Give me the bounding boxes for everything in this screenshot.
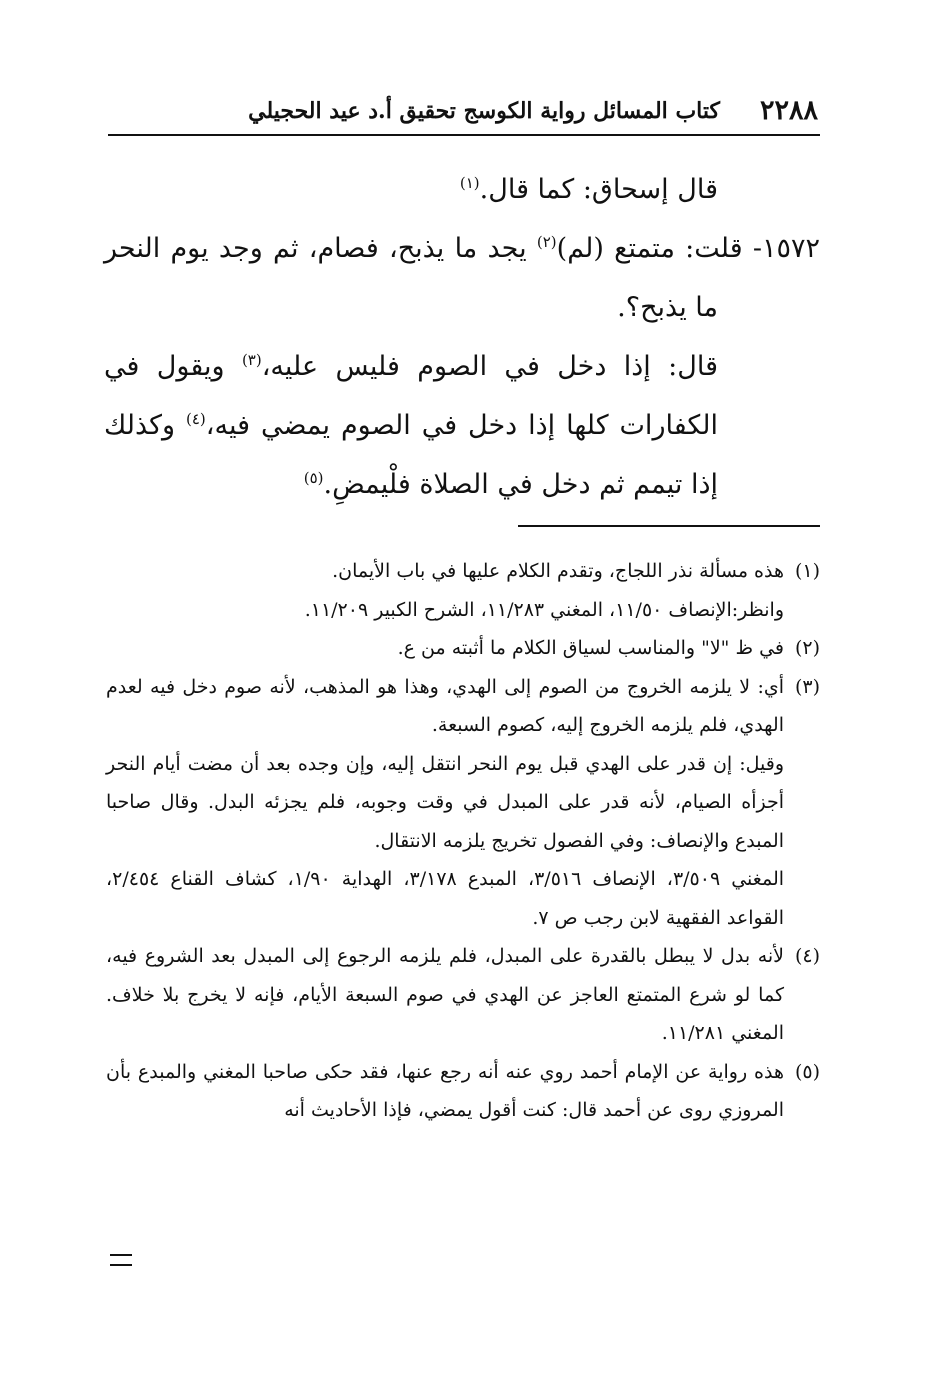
footnote-marker: (٣) xyxy=(794,675,820,698)
footnote-marker: (٤) xyxy=(794,945,820,967)
footnote-3-references: المغني ٣/٥٠٩، الإنصاف ٣/٥١٦، المبدع ٣/١٧٨، الهداية ١/٩٠، كشاف القناع ٢/٤٥٤، القواعد الفقهية لابن رجب ص ٧. xyxy=(106,868,785,929)
footnote-text: أي: لا يلزمه الخروج من الصوم إلى الهدي، وهذا هو المذهب، لأنه صوم دخل فيه لعدم الهدي، فلم يلزمه الخروج إليه، كصوم السبعة. xyxy=(106,675,784,736)
paragraph-ishaq xyxy=(104,160,820,219)
answer-text-part2: ويقول في الكفارات كلها إذا دخل في الصوم يمضي فيه، xyxy=(104,351,718,441)
footnote-text: هذه مسألة نذر اللجاج، وتقدم الكلام عليها في باب الأيمان. xyxy=(332,560,784,582)
footnotes xyxy=(106,552,820,1130)
footnote-text: في ظ "لا" والمناسب لسياق الكلام ما أثبته من ع. xyxy=(397,637,784,659)
footnote-ref-5: (٥) xyxy=(303,469,324,487)
page-header xyxy=(108,84,820,136)
footnote-marker: (٥) xyxy=(794,1060,820,1083)
answer-text-part3: وكذلك إذا تيمم ثم دخل في الصلاة فلْيمضِ. xyxy=(104,410,718,500)
footnote-text: هذه رواية عن الإمام أحمد روي عنه أنه رجع عنها، فقد حكى صاحبا المغني والمبدع بأن المروزي روى عن أحمد قال: كنت أقول يمضي، فإذا الأحاديث أنه xyxy=(106,1060,784,1121)
main-text xyxy=(104,160,820,514)
answer-paragraph xyxy=(104,337,820,514)
footnote-3-second-opinion: وقيل: إن قدر على الهدي قبل يوم النحر انتقل إليه، وإن وجده بعد أن مضت أيام النحر أجزأه الصيام، لأنه قدر على المبدل في وقت وجوبه، فلم يجزئه البدل. وقال صاحبا المبدع والإنصاف: وفي الفصول تخريج يلزمه الانتقال. xyxy=(106,752,784,852)
paragraph-text: قال إسحاق: كما قال. xyxy=(479,174,718,205)
footnote-marker: (١) xyxy=(794,560,820,582)
footnote-text: لأنه بدل لا يبطل بالقدرة على المبدل، فلم يلزمه الرجوع إلى المبدل بعد الشروع فيه، كما لو شرع المتمتع العاجز عن الهدي في صوم السبعة الأيام، فإنه لا يخرج بلا خلاف. المغني ١١/٢٨١. xyxy=(106,945,784,1044)
running-title: كتاب المسائل رواية الكوسج تحقيق أ.د عيد الحجيلي xyxy=(248,98,720,124)
footnote-1 xyxy=(106,552,820,591)
footnote-4 xyxy=(106,937,820,1053)
footnote-ref-4: (٤) xyxy=(186,410,206,428)
footnote-5 xyxy=(106,1053,820,1130)
page-number: ٢٢٨٨ xyxy=(759,95,818,126)
question-text-part2: يجد ما يذبح، فصام، ثم وجد يوم النحر ما يذبح؟. xyxy=(104,233,718,323)
question-number: ١٥٧٢- xyxy=(752,233,820,264)
footnote-ref-1: (١) xyxy=(459,174,480,192)
continuation-mark xyxy=(110,1254,132,1266)
answer-text-part1: قال: إذا دخل في الصوم فليس عليه، xyxy=(261,351,718,382)
footnote-3 xyxy=(106,668,820,745)
footnote-ref-3: (٣) xyxy=(241,351,262,369)
question-text-part1: قلت: متمتع (لم) xyxy=(556,233,753,264)
footnote-2 xyxy=(106,629,820,668)
footnote-ref-2: (٢) xyxy=(536,233,557,251)
question-1572 xyxy=(104,219,820,337)
footnote-marker: (٢) xyxy=(794,637,820,659)
footnote-1-references: وانظر:الإنصاف ١١/٥٠، المغني ١١/٢٨٣، الشرح الكبير ١١/٢٠٩. xyxy=(304,598,784,621)
footnote-separator xyxy=(518,525,820,527)
